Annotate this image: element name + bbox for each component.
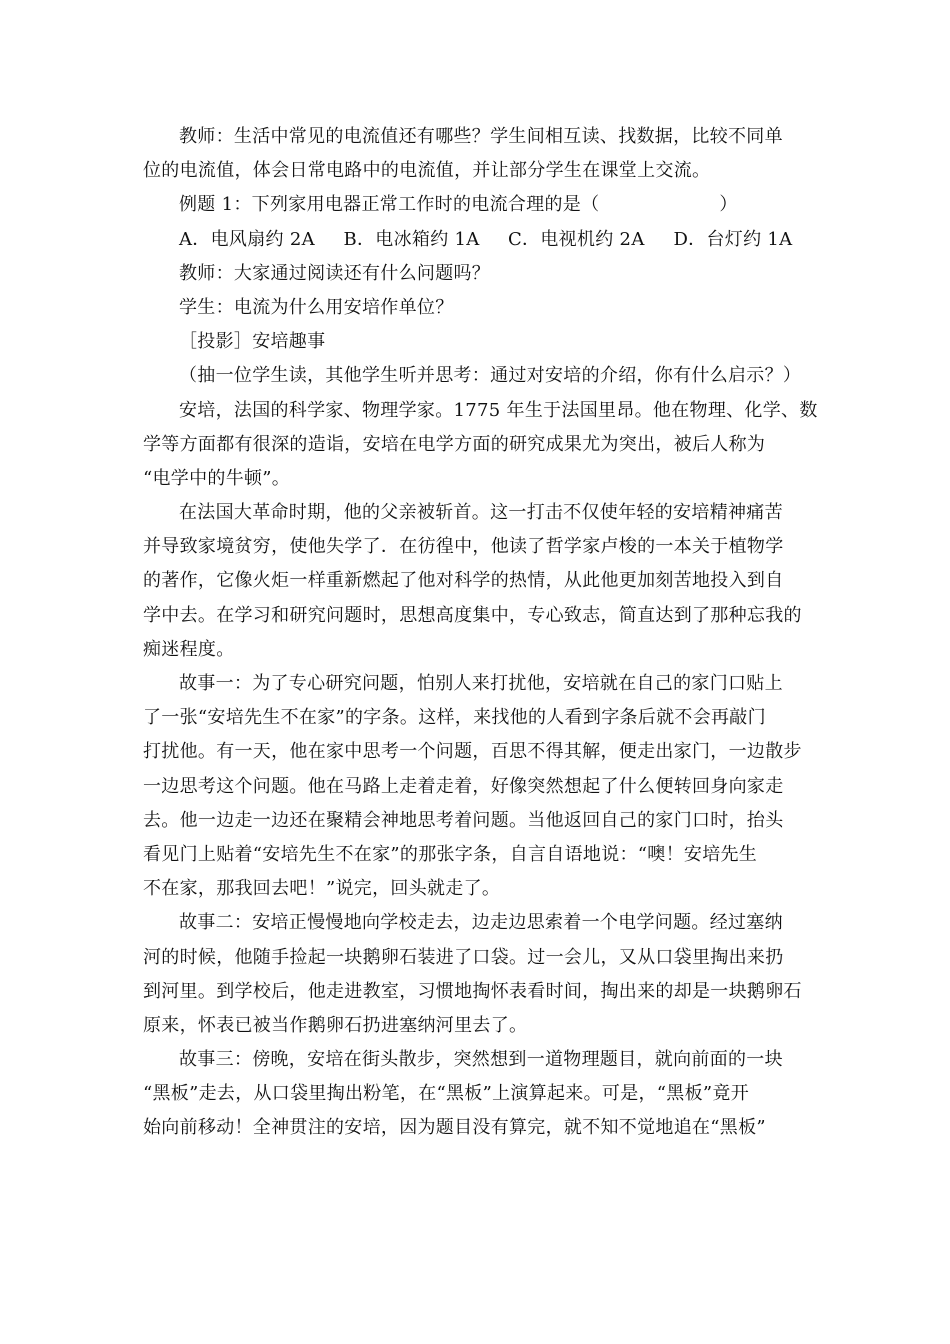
paragraph-line: 故事一：为了专心研究问题，怕别人来打扰他，安培就在自己的家门口贴上 [179,673,783,694]
paragraph-line: 学等方面都有很深的造诣，安培在电学方面的研究成果尤为突出，被后人称为 [143,433,766,455]
example-question [143,188,813,222]
option-d: D．台灯约 1A [673,228,793,250]
paragraph-line: 痴迷程度。 [143,638,235,660]
paragraph-line: 学中去。在学习和研究问题时，思想高度集中，专心致志，简直达到了那种忘我的 [143,604,802,626]
option-b: B．电冰箱约 1A [343,228,480,250]
document-page [143,120,818,1146]
paragraph-line: 故事三：傍晚，安培在街头散步，突然想到一道物理题目，就向前面的一块 [179,1049,783,1071]
paragraph-line: 在法国大革命时期，他的父亲被斩首。这一打击不仅使年轻的安培精神痛苦 [179,502,783,524]
paragraph-line: 原来，怀表已被当作鹅卵石扔进塞纳河里去了。 [143,1014,528,1036]
paragraph-line: 始向前移动！全神贯注的安培，因为题目没有算完，就不知不觉地追在“黑板” [143,1117,766,1139]
paragraph-line: 故事二：安培正慢慢地向学校走去，边走边思索着一个电学问题。经过塞纳 [179,912,783,934]
paragraph-line: 看见门上贴着“安培先生不在家”的那张字条，自言自语地说：“噢！安培先生 [143,843,758,865]
paragraph-line: 的著作，它像火炬一样重新燃起了他对科学的热情，从此他更加刻苦地投入到自 [143,570,784,592]
teacher-question: 教师：大家通过阅读还有什么问题吗？ [179,262,491,284]
option-c: C．电视机约 2A [507,228,645,250]
paragraph-line: 打扰他。有一天，他在家中思考一个问题，百思不得其解，便走出家门，一边散步 [143,741,802,763]
paragraph-line: 不在家，那我回去吧！”说完，回头就走了。 [143,878,501,900]
paragraph-line: 河的时候，他随手捡起一块鹅卵石装进了口袋。过一会儿，又从口袋里掏出来扔 [143,946,784,968]
paragraph-line: 并导致家境贫穷，使他失学了．在彷徨中，他读了哲学家卢梭的一本关于植物学 [143,536,784,558]
paragraph-line: 到河里。到学校后，他走进教室，习惯地掏怀表看时间，掏出来的却是一块鹅卵石 [143,980,802,1002]
paragraph-line: “电学中的牛顿”。 [143,467,291,489]
student-question: 学生：电流为什么用安培作单位？ [179,296,454,318]
example-question-close: ） [719,194,738,216]
paragraph-line: 去。他一边走一边还在聚精会神地思考着问题。当他返回自己的家门口时，抬头 [143,809,784,831]
paragraph-line: 安培，法国的科学家、物理学家。1775 年生于法国里昂。他在物理、化学、数 [179,399,818,421]
paragraph-line: “黑板”走去，从口袋里掏出粉笔，在“黑板”上演算起来。可是，“黑板”竟开 [143,1083,750,1105]
projection-heading: ［投影］安培趣事 [179,331,326,353]
paragraph-line: 一边思考这个问题。他在马路上走着走着，好像突然想起了什么便转回身向家走 [143,775,784,797]
paragraph-line: 了一张“安培先生不在家”的字条。这样，来找他的人看到字条后就不会再敲门 [143,707,766,729]
example-question-text: 例题 1：下列家用电器正常工作时的电流合理的是（ [179,194,600,216]
paragraph-line: 教师：生活中常见的电流值还有哪些？学生间相互读、找数据，比较不同单 [179,126,783,147]
answer-options [143,223,813,257]
option-a: A．电风扇约 2A [179,228,315,250]
paragraph-line: 位的电流值，体会日常电路中的电流值，并让部分学生在课堂上交流。 [143,160,711,182]
reading-instruction: （抽一位学生读，其他学生听并思考：通过对安培的介绍，你有什么启示？） [179,365,802,387]
